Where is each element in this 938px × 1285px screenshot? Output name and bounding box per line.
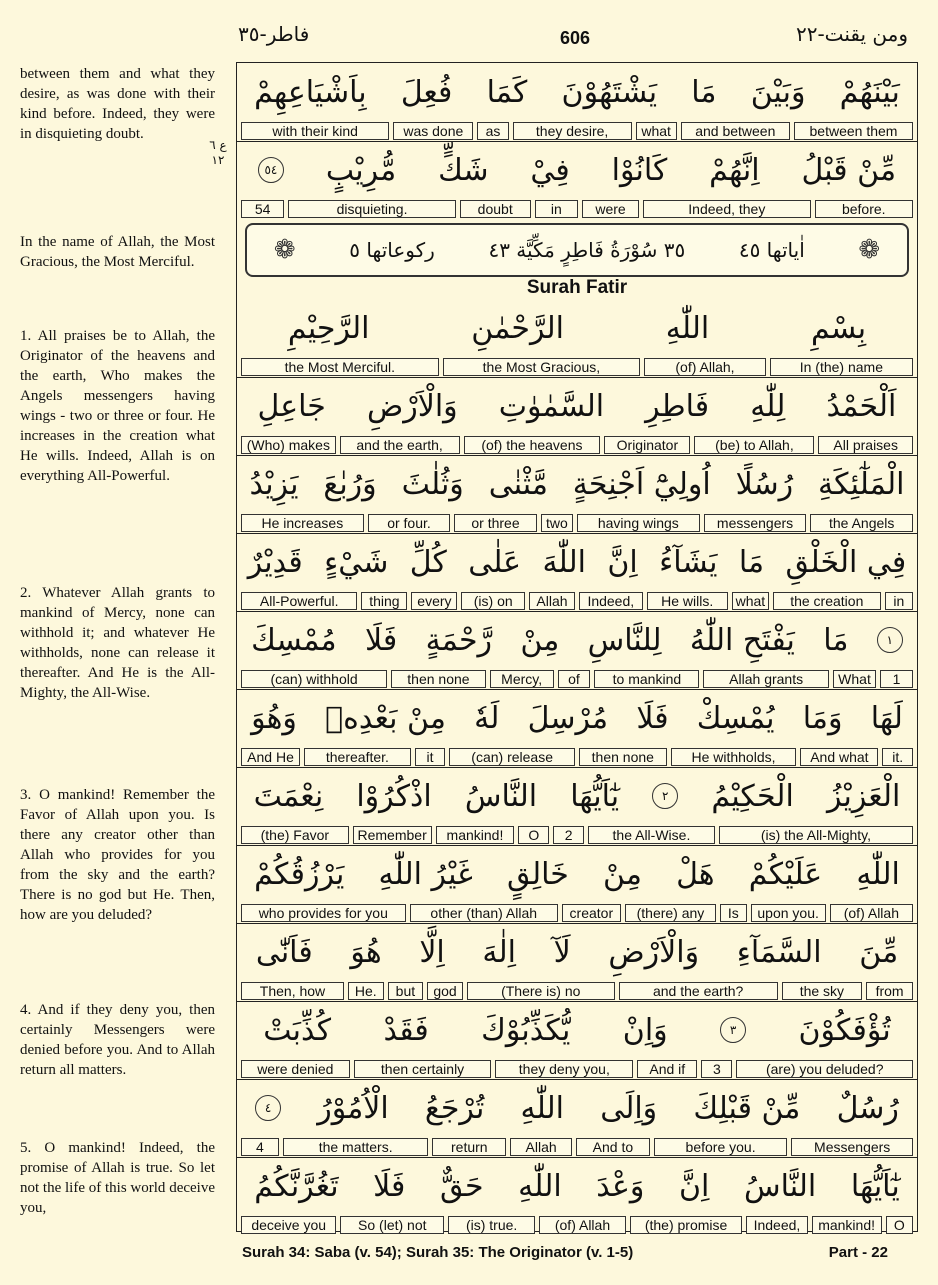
gloss-word: the creation: [773, 592, 881, 610]
gloss-word: He.: [348, 982, 384, 1000]
arabic-word: وَرُبٰعَ: [323, 466, 377, 502]
gloss-word: the matters.: [283, 1138, 429, 1156]
gloss-word: and the earth?: [619, 982, 778, 1000]
arabic-word: الْعَزِيْزُ: [826, 778, 901, 814]
gloss-word: Remember: [353, 826, 432, 844]
gloss-word: it: [415, 748, 446, 766]
arabic-word: يٰٓاَيُّهَا: [570, 778, 620, 814]
gloss-word: what: [636, 122, 677, 140]
side-text-5: 3. O mankind! Remember the Favor of Allah upon you. Is there any creator other than Allah who provides for you from the sky and the earth? There is no god but He. Then, how are you deluded?: [20, 787, 215, 923]
gloss-word: or three: [454, 514, 537, 532]
arabic-word: بَيْنَهُمْ: [839, 74, 900, 110]
arabic-word: نِعْمَتَ: [253, 778, 324, 814]
footer-part: Part - 22: [828, 1244, 888, 1261]
gloss-word: All-Powerful.: [241, 592, 357, 610]
arabic-word: مَا: [738, 544, 765, 580]
arabic-word: مُّرِيْبٍ: [325, 152, 397, 188]
gloss-word: who provides for you: [241, 904, 406, 922]
gloss-word: O: [886, 1216, 913, 1234]
arabic-word: السَّمٰوٰتِ: [498, 388, 605, 424]
arabic-word: الرَّحِيْمِ: [287, 310, 370, 346]
gloss-word: god: [427, 982, 463, 1000]
arabic-word: تُرْجَعُ: [424, 1090, 485, 1126]
arabic-word: وَالْاَرْضِ: [608, 934, 700, 970]
gloss-word: the Angels: [810, 514, 913, 532]
gloss-word: All praises: [818, 436, 913, 454]
gloss-word: before you.: [654, 1138, 788, 1156]
arabic-line: [237, 63, 917, 121]
gloss-word: the Most Gracious,: [443, 358, 641, 376]
arabic-word: السَّمَآءِ: [736, 934, 822, 970]
gloss-word: (be) to Allah,: [694, 436, 814, 454]
gloss-word: then none: [579, 748, 667, 766]
gloss-word: (of) Allah: [830, 904, 913, 922]
gloss-word: before.: [815, 200, 913, 218]
gloss-word: (the) promise: [630, 1216, 742, 1234]
english-gloss-line: [241, 122, 913, 140]
surah-title: Surah Fatir: [526, 277, 628, 298]
gloss-word: (can) release: [449, 748, 575, 766]
gloss-word: to mankind: [594, 670, 699, 688]
gloss-word: with their kind: [241, 122, 389, 140]
arabic-word: اِنَّهُمْ: [709, 152, 760, 188]
english-gloss-line: [241, 200, 913, 218]
gloss-word: (There is) no: [467, 982, 615, 1000]
gloss-word: they desire,: [513, 122, 632, 140]
gloss-word: Originator: [604, 436, 690, 454]
gloss-word: two: [541, 514, 573, 532]
gloss-word: as: [477, 122, 508, 140]
arabic-word: غَيْرُ اللّٰهِ: [378, 856, 473, 892]
arabic-line: [237, 455, 917, 513]
gloss-word: the All-Wise.: [588, 826, 715, 844]
arabic-word: فِيْ: [530, 152, 570, 188]
arabic-word: يَزِيْدُ: [249, 466, 299, 502]
arabic-word: كُلِّ: [409, 544, 447, 580]
page-number: 606: [560, 28, 591, 48]
arabic-word: الْاُمُوْرُ: [317, 1090, 389, 1126]
arabic-word: كَمَا: [486, 74, 528, 110]
english-gloss-line: [241, 904, 913, 922]
arabic-word: وَاِنْ: [622, 1012, 668, 1048]
gloss-word: upon you.: [751, 904, 826, 922]
gloss-word: then certainly: [354, 1060, 492, 1078]
arabic-word: لَهٗ: [474, 700, 500, 736]
arabic-word: مُرْسِلَ: [527, 700, 609, 736]
ornament-icon: ❁: [273, 235, 296, 265]
arabic-word: لَآ: [553, 934, 571, 970]
arabic-word: مِّنَ: [859, 934, 899, 970]
arabic-line: [237, 141, 917, 199]
arabic-word: اذْكُرُوْا: [356, 778, 432, 814]
gloss-word: (of) the heavens: [464, 436, 601, 454]
english-gloss-line: [241, 514, 913, 532]
english-gloss-line: [241, 592, 913, 610]
arabic-word: رُسُلًا: [735, 466, 794, 502]
gloss-word: doubt: [460, 200, 531, 218]
arabic-word: مِنْ: [603, 856, 642, 892]
gloss-word: 4: [241, 1138, 279, 1156]
arabic-word: مَا: [691, 74, 717, 110]
page-footer: [242, 1244, 918, 1261]
arabic-line: [237, 533, 917, 591]
arabic-word: رَّحْمَةٍ: [425, 622, 493, 658]
english-gloss-line: [241, 826, 913, 844]
arabic-word: مِّنْ قَبْلِكَ: [693, 1090, 801, 1126]
arabic-word: اللّٰهِ: [856, 856, 900, 892]
arabic-word: مَا: [823, 622, 849, 658]
arabic-word: بِاَشْيَاعِهِمْ: [254, 74, 367, 110]
banner-surah: ٣٥ سُوْرَةُ فَاطِرٍ مَكِّيَّة ٤٣: [488, 238, 686, 262]
gloss-word: the sky: [782, 982, 863, 1000]
gloss-word: And to: [576, 1138, 650, 1156]
arabic-word: لَهَا: [870, 700, 903, 736]
arabic-word: وَعْدَ: [596, 1168, 645, 1204]
gloss-word: every: [411, 592, 457, 610]
side-text-4: 2. Whatever Allah grants to mankind of Mercy, none can withhold it; and whatever He withholds, none can release it thereafter. And He is the All-Mighty, the All-Wise.: [20, 585, 215, 701]
gloss-word: 54: [241, 200, 284, 218]
gloss-word: what: [732, 592, 769, 610]
gloss-word: (Who) makes: [241, 436, 336, 454]
gloss-word: in: [885, 592, 913, 610]
ornament-icon: ❁: [858, 235, 881, 265]
side-text-7: 5. O mankind! Indeed, the promise of Allah is true. So let not the life of this world deceive you,: [20, 1140, 215, 1216]
gloss-word: Is: [720, 904, 746, 922]
gloss-word: (of) Allah: [539, 1216, 626, 1234]
gloss-word: He increases: [241, 514, 364, 532]
gloss-word: Indeed,: [746, 1216, 807, 1234]
header-surah: فاطر-٣٥: [238, 22, 310, 46]
gloss-word: mankind!: [812, 1216, 882, 1234]
gloss-word: He wills.: [647, 592, 728, 610]
gloss-word: He withholds,: [671, 748, 797, 766]
side-text-1: between them and what they desire, as was done with their kind before. Indeed, they were in disquieting doubt.: [20, 66, 215, 142]
gloss-word: in: [535, 200, 578, 218]
page-header: [0, 18, 938, 58]
arabic-word: يُّكَذِّبُوْكَ: [481, 1012, 571, 1048]
gloss-word: O: [518, 826, 549, 844]
footer-reference: Surah 34: Saba (v. 54); Surah 35: The Originator (v. 1-5): [242, 1244, 634, 1261]
arabic-word: كُذِّبَتْ: [263, 1012, 332, 1048]
header-juz: ومن يقنت-٢٢: [795, 22, 908, 46]
arabic-word: مَّثْنٰى: [488, 466, 548, 502]
ayah-number-mark: ١: [877, 627, 903, 653]
arabic-word: عَلَيْكُمْ: [748, 856, 823, 892]
arabic-word: فَقَدْ: [383, 1012, 429, 1048]
arabic-word: اُولِيْٓ اَجْنِحَةٍ: [572, 466, 711, 502]
arabic-word: هُوَ: [350, 934, 382, 970]
gloss-word: What: [833, 670, 876, 688]
arabic-word: وَاِلَى: [600, 1090, 658, 1126]
arabic-word: فَلَا: [373, 1168, 406, 1204]
arabic-word: وَبَيْنَ: [750, 74, 806, 110]
arabic-word: بِسْمِ: [811, 310, 867, 346]
surah-banner: [245, 223, 909, 277]
arabic-line: [237, 845, 917, 903]
arabic-word: اللّٰهِ: [520, 1090, 565, 1126]
arabic-word: هَلْ: [676, 856, 715, 892]
arabic-line: [237, 923, 917, 981]
arabic-line: [237, 689, 917, 747]
gloss-word: between them: [794, 122, 913, 140]
arabic-word: كَانُوْا: [611, 152, 668, 188]
arabic-word: الْحَكِيْمُ: [711, 778, 794, 814]
english-gloss-line: [241, 1138, 913, 1156]
gloss-word: In (the) name: [770, 358, 913, 376]
gloss-word: or four.: [368, 514, 451, 532]
gloss-word: other (than) Allah: [410, 904, 558, 922]
gloss-word: disquieting.: [288, 200, 455, 218]
gloss-word: it.: [882, 748, 913, 766]
arabic-word: مِنْ بَعْدِهٖ: [325, 700, 446, 736]
arabic-word: اِنَّ: [679, 1168, 710, 1204]
gloss-word: mankind!: [436, 826, 515, 844]
gloss-word: So (let) not: [340, 1216, 444, 1234]
arabic-word: النَّاسُ: [464, 778, 538, 814]
english-gloss-line: [241, 1216, 913, 1234]
gloss-word: (is) on: [461, 592, 525, 610]
arabic-word: تُؤْفَكُوْنَ: [798, 1012, 891, 1048]
arabic-word: فَاَنّٰى: [255, 934, 313, 970]
arabic-line: [237, 299, 917, 357]
arabic-word: الْمَلٰٓئِكَةِ: [818, 466, 905, 502]
gloss-word: 3: [701, 1060, 732, 1078]
gloss-word: they deny you,: [495, 1060, 633, 1078]
arabic-word: فِي الْخَلْقِ: [785, 544, 907, 580]
side-text-6: 4. And if they deny you, then certainly Messengers were denied before you. And to Allah return all matters.: [20, 1002, 215, 1078]
arabic-word: اللّٰهَ: [542, 544, 586, 580]
gloss-word: and between: [681, 122, 790, 140]
gloss-word: (is) the All-Mighty,: [719, 826, 913, 844]
gloss-word: messengers: [704, 514, 807, 532]
side-text-3: 1. All praises be to Allah, the Originator of the heavens and the earth, Who makes the Angels messengers having wings - two or three or four. He increases in the creation what He wills. Indeed, Allah is on everything All-Powerful.: [20, 328, 215, 484]
arabic-word: مُمْسِكَ: [251, 622, 337, 658]
banner-ruku: ركوعاتها ٥: [349, 238, 435, 262]
gloss-word: then none: [391, 670, 486, 688]
translation-grid: [236, 62, 918, 1232]
gloss-word: (the) Favor: [241, 826, 349, 844]
arabic-line: [237, 1157, 917, 1215]
gloss-word: were: [582, 200, 639, 218]
gloss-word: Allah: [529, 592, 575, 610]
gloss-word: (there) any: [625, 904, 716, 922]
arabic-word: شَكٍّ: [438, 152, 489, 188]
arabic-line: [237, 1001, 917, 1059]
arabic-word: يَشْتَهُوْنَ: [561, 74, 658, 110]
gloss-word: And He: [241, 748, 300, 766]
gloss-word: Allah grants: [703, 670, 829, 688]
arabic-word: فُعِلَ: [400, 74, 453, 110]
gloss-word: Indeed,: [579, 592, 643, 610]
gloss-word: (of) Allah,: [644, 358, 766, 376]
arabic-line: [237, 1079, 917, 1137]
arabic-word: فَلَا: [636, 700, 669, 736]
gloss-word: Messengers: [791, 1138, 913, 1156]
arabic-word: لِلّٰهِ: [750, 388, 786, 424]
ruku-mark: ع ٦ ١٢: [209, 138, 227, 167]
gloss-word: from: [866, 982, 913, 1000]
arabic-word: اِلٰهَ: [482, 934, 516, 970]
arabic-word: مِّنْ قَبْلُ: [801, 152, 897, 188]
arabic-word: يَفْتَحِ اللّٰهُ: [689, 622, 795, 658]
gloss-word: return: [432, 1138, 506, 1156]
arabic-line: [237, 377, 917, 435]
arabic-word: مِنْ: [520, 622, 560, 658]
ayah-number-mark: ٤: [255, 1095, 281, 1121]
arabic-word: يَرْزُقُكُمْ: [254, 856, 345, 892]
arabic-word: وَثُلٰثَ: [401, 466, 464, 502]
arabic-word: حَقٌّ: [440, 1168, 484, 1204]
english-gloss-line: [241, 436, 913, 454]
gloss-word: thing: [361, 592, 407, 610]
side-text-2: In the name of Allah, the Most Gracious, the Most Merciful.: [20, 234, 215, 270]
gloss-word: Indeed, they: [643, 200, 810, 218]
gloss-word: of: [558, 670, 591, 688]
english-gloss-line: [241, 670, 913, 688]
gloss-word: was done: [393, 122, 473, 140]
arabic-word: يٰٓاَيُّهَا: [850, 1168, 900, 1204]
gloss-word: Then, how: [241, 982, 344, 1000]
arabic-word: لِلنَّاسِ: [587, 622, 662, 658]
arabic-word: فَلَا: [364, 622, 398, 658]
gloss-word: but: [388, 982, 424, 1000]
ayah-number-mark: ٥٤: [258, 157, 284, 183]
arabic-word: اللّٰهِ: [665, 310, 710, 346]
arabic-line: [237, 611, 917, 669]
arabic-word: وَمَا: [802, 700, 843, 736]
arabic-word: فَاطِرِ: [645, 388, 710, 424]
arabic-word: النَّاسُ: [743, 1168, 817, 1204]
english-gloss-line: [241, 748, 913, 766]
gloss-word: (can) withhold: [241, 670, 387, 688]
gloss-word: deceive you: [241, 1216, 336, 1234]
arabic-word: تَغُرَّنَّكُمُ: [254, 1168, 339, 1204]
english-gloss-line: [241, 982, 913, 1000]
gloss-word: having wings: [577, 514, 700, 532]
gloss-word: 2: [553, 826, 584, 844]
arabic-line: [237, 767, 917, 825]
arabic-word: يُمْسِكْ: [696, 700, 775, 736]
english-gloss-line: [241, 1060, 913, 1078]
arabic-word: الرَّحْمٰنِ: [471, 310, 564, 346]
gloss-word: creator: [562, 904, 621, 922]
gloss-word: Allah: [510, 1138, 572, 1156]
arabic-word: قَدِيْرٌ: [247, 544, 303, 580]
gloss-word: And if: [637, 1060, 697, 1078]
gloss-word: And what: [800, 748, 878, 766]
ayah-number-mark: ٣: [720, 1017, 746, 1043]
gloss-word: (are) you deluded?: [736, 1060, 913, 1078]
arabic-word: وَهُوَ: [251, 700, 297, 736]
arabic-word: جَاعِلِ: [257, 388, 326, 424]
arabic-word: خَالِقٍ: [506, 856, 569, 892]
gloss-word: thereafter.: [304, 748, 411, 766]
arabic-word: اَلْحَمْدُ: [826, 388, 897, 424]
gloss-word: the Most Merciful.: [241, 358, 439, 376]
english-gloss-line: [241, 358, 913, 376]
arabic-word: شَيْءٍ: [324, 544, 389, 580]
gloss-word: were denied: [241, 1060, 350, 1078]
arabic-word: وَالْاَرْضِ: [366, 388, 458, 424]
gloss-word: Mercy,: [490, 670, 554, 688]
arabic-word: يَشَآءُ: [659, 544, 718, 580]
gloss-word: (is) true.: [448, 1216, 535, 1234]
banner-ayat: اٰياتها ٤٥: [738, 238, 805, 262]
ayah-number-mark: ٢: [652, 783, 678, 809]
gloss-word: and the earth,: [340, 436, 460, 454]
arabic-word: اللّٰهِ: [518, 1168, 562, 1204]
arabic-word: اِلَّا: [419, 934, 445, 970]
gloss-word: 1: [880, 670, 913, 688]
arabic-word: عَلٰى: [468, 544, 522, 580]
arabic-word: رُسُلٌ: [836, 1090, 899, 1126]
arabic-word: اِنَّ: [607, 544, 638, 580]
